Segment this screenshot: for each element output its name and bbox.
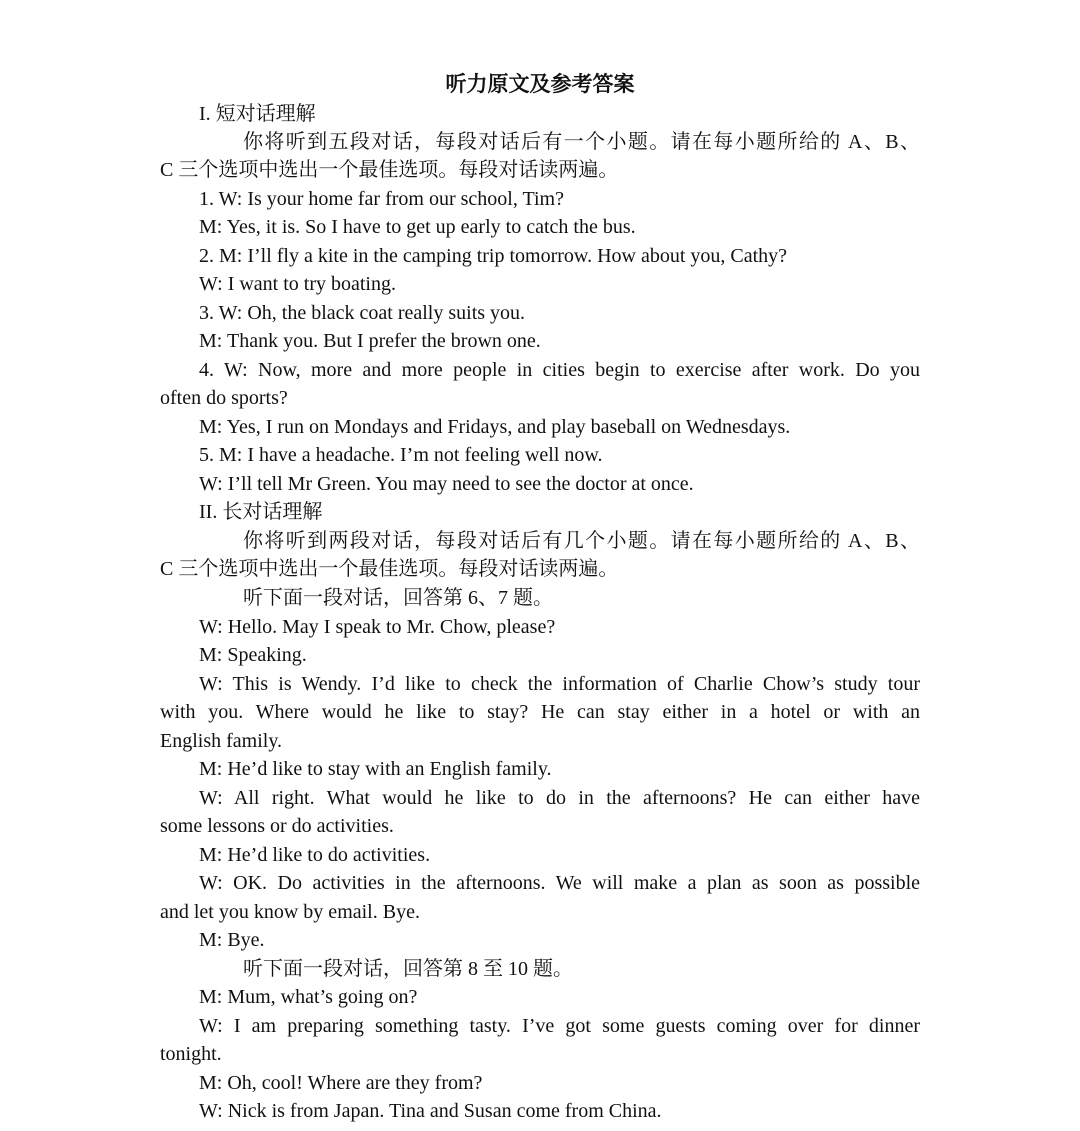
dialogue-line: W: Hello. May I speak to Mr. Chow, please? [199,616,556,638]
dialogue-line: M: He’d like to do activities. [199,844,431,866]
instruction-line: C 三个选项中选出一个最佳选项。每段对话读两遍。 [160,159,619,181]
dialogue-line: W: OK. Do activities in the afternoons. We will make a plan as soon as possible [199,872,920,894]
dialogue-line: 3. W: Oh, the black coat really suits you. [199,302,526,324]
dialogue-line: W: I want to try boating. [199,273,396,295]
instruction-line: C 三个选项中选出一个最佳选项。每段对话读两遍。 [160,558,619,580]
dialogue-line: M: Oh, cool! Where are they from? [199,1072,483,1094]
section-heading-short-dialogues: I. 短对话理解 [199,103,316,125]
dialogue-line: M: Yes, I run on Mondays and Fridays, and play baseball on Wednesdays. [199,416,791,438]
dialogue-line: M: He’d like to stay with an English family. [199,758,552,780]
dialogue-line: English family. [160,730,283,752]
instruction-line: 听下面一段对话，回答第 8 至 10 题。 [243,958,573,980]
instruction-line: 听下面一段对话，回答第 6、7 题。 [243,587,553,609]
dialogue-line: M: Yes, it is. So I have to get up early to catch the bus. [199,216,636,238]
instruction-line: 你将听到两段对话，每段对话后有几个小题。请在每小题所给的 A、B、 [243,530,920,552]
dialogue-line: M: Bye. [199,929,265,951]
dialogue-line: 2. M: I’ll fly a kite in the camping trip tomorrow. How about you, Cathy? [199,245,788,267]
dialogue-line: often do sports? [160,387,288,409]
dialogue-line: W: Nick is from Japan. Tina and Susan come from China. [199,1100,662,1122]
dialogue-line: M: Thank you. But I prefer the brown one. [199,330,541,352]
dialogue-line: 5. M: I have a headache. I’m not feeling well now. [199,444,603,466]
dialogue-line: with you. Where would he like to stay? He can stay either in a hotel or with an [160,701,920,723]
section-heading-long-dialogues: II. 长对话理解 [199,501,323,523]
dialogue-line: 4. W: Now, more and more people in cities begin to exercise after work. Do you [199,359,920,381]
dialogue-line: W: This is Wendy. I’d like to check the information of Charlie Chow’s study tour [199,673,920,695]
dialogue-line: and let you know by email. Bye. [160,901,420,923]
dialogue-line: tonight. [160,1043,222,1065]
instruction-line: 你将听到五段对话，每段对话后有一个小题。请在每小题所给的 A、B、 [243,131,920,153]
dialogue-line: W: I am preparing something tasty. I’ve got some guests coming over for dinner [199,1015,920,1037]
dialogue-line: W: I’ll tell Mr Green. You may need to see the doctor at once. [199,473,694,495]
dialogue-line: W: All right. What would he like to do in the afternoons? He can either have [199,787,920,809]
dialogue-line: 1. W: Is your home far from our school, Tim? [199,188,564,210]
page-title: 听力原文及参考答案 [445,72,635,96]
dialogue-line: some lessons or do activities. [160,815,394,837]
dialogue-line: M: Speaking. [199,644,307,666]
dialogue-line: M: Mum, what’s going on? [199,986,418,1008]
